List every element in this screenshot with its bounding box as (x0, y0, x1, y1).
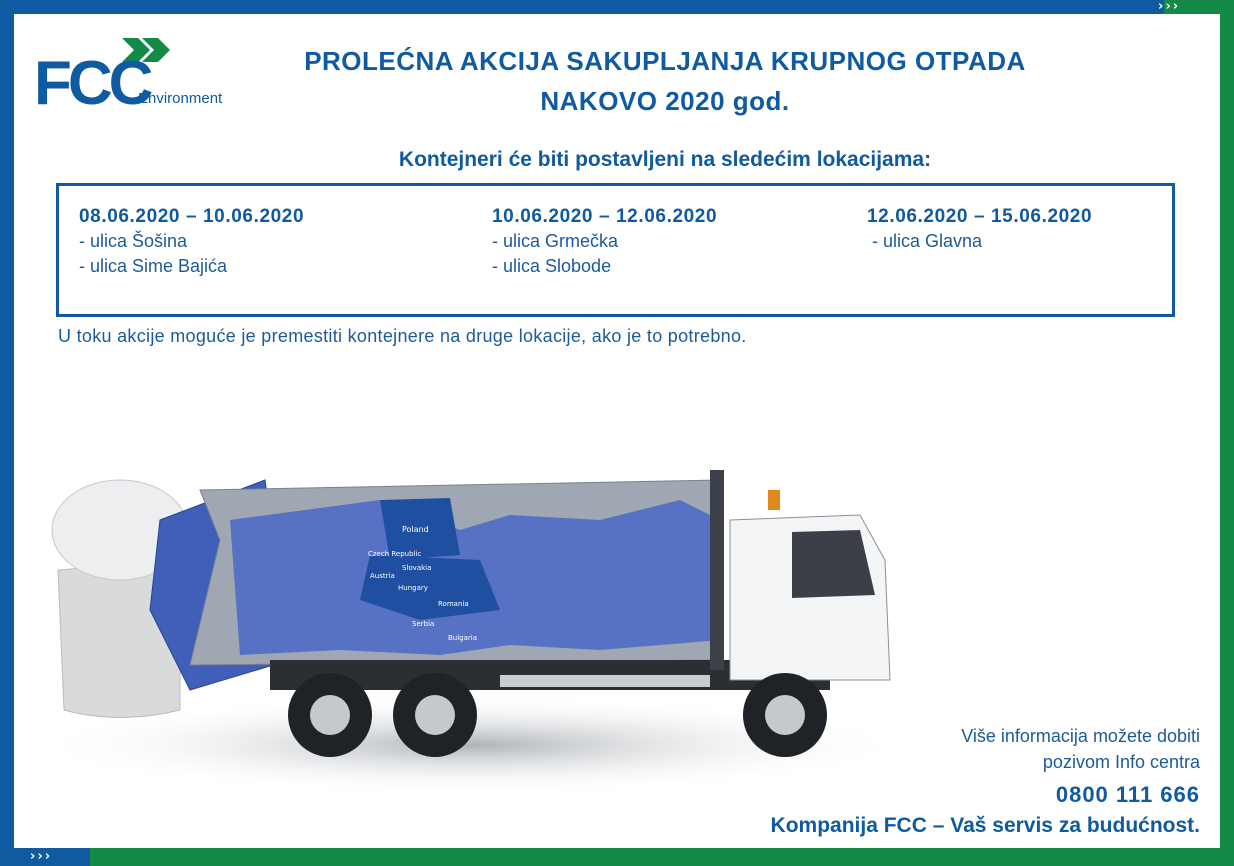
location-street: - ulica Sime Bajića (79, 256, 228, 276)
location-street: - ulica Slobode (492, 256, 612, 276)
location-street: - ulica Šošina (79, 231, 188, 251)
logo-subtitle: Environment (138, 90, 223, 107)
exhaust-stack (710, 470, 724, 670)
svg-text:FCC: FCC (34, 49, 150, 114)
map-label: Czech Republic (368, 550, 422, 558)
map-label: Serbia (412, 620, 435, 628)
page-title-year: NAKOVO 2020 god. (540, 86, 790, 116)
location-dates: 12.06.2020 – 15.06.2020 (867, 206, 1093, 227)
map-label: Austria (370, 572, 395, 580)
frame-top-bar (0, 0, 1164, 14)
locations-box (56, 183, 1175, 317)
relocation-note: U toku akcije moguće je premestiti kontejnere na druge lokacije, ako je to potrebno. (58, 326, 747, 346)
garbage-truck-illustration (40, 460, 910, 800)
map-label: Slovakia (402, 564, 432, 572)
page-title: PROLEĆNA AKCIJA SAKUPLJANJA KRUPNOG OTPADA (304, 46, 1026, 76)
frame-right-bar (1220, 0, 1234, 866)
company-slogan: Kompanija FCC – Vaš servis za budućnost. (770, 814, 1200, 837)
map-label: Hungary (398, 584, 428, 592)
info-text: Više informacija možete dobiti (961, 726, 1200, 746)
location-street: - ulica Glavna (867, 231, 983, 251)
beacon-light (768, 490, 780, 510)
frame-bottom-bar (0, 848, 1234, 866)
map-label: Romania (438, 600, 469, 608)
location-column (79, 204, 304, 279)
chevrons-bottom-icon: ››› (30, 849, 53, 864)
location-column (867, 204, 1092, 254)
location-dates: 08.06.2020 – 10.06.2020 (79, 206, 305, 227)
info-phone: 0800 111 666 (1055, 782, 1200, 807)
map-label: Poland (402, 525, 429, 534)
chevrons-top-icon: ››› (1158, 0, 1181, 14)
frame-left-bar (0, 0, 14, 866)
locations-heading: Kontejneri će biti postavljeni na sledećim lokacijama: (398, 148, 932, 171)
location-column (492, 204, 717, 279)
truck-side-step (500, 675, 710, 687)
map-label: Bulgaria (448, 634, 478, 642)
location-street: - ulica Grmečka (492, 231, 619, 251)
location-dates: 10.06.2020 – 12.06.2020 (492, 206, 718, 227)
info-text: pozivom Info centra (1042, 752, 1200, 772)
